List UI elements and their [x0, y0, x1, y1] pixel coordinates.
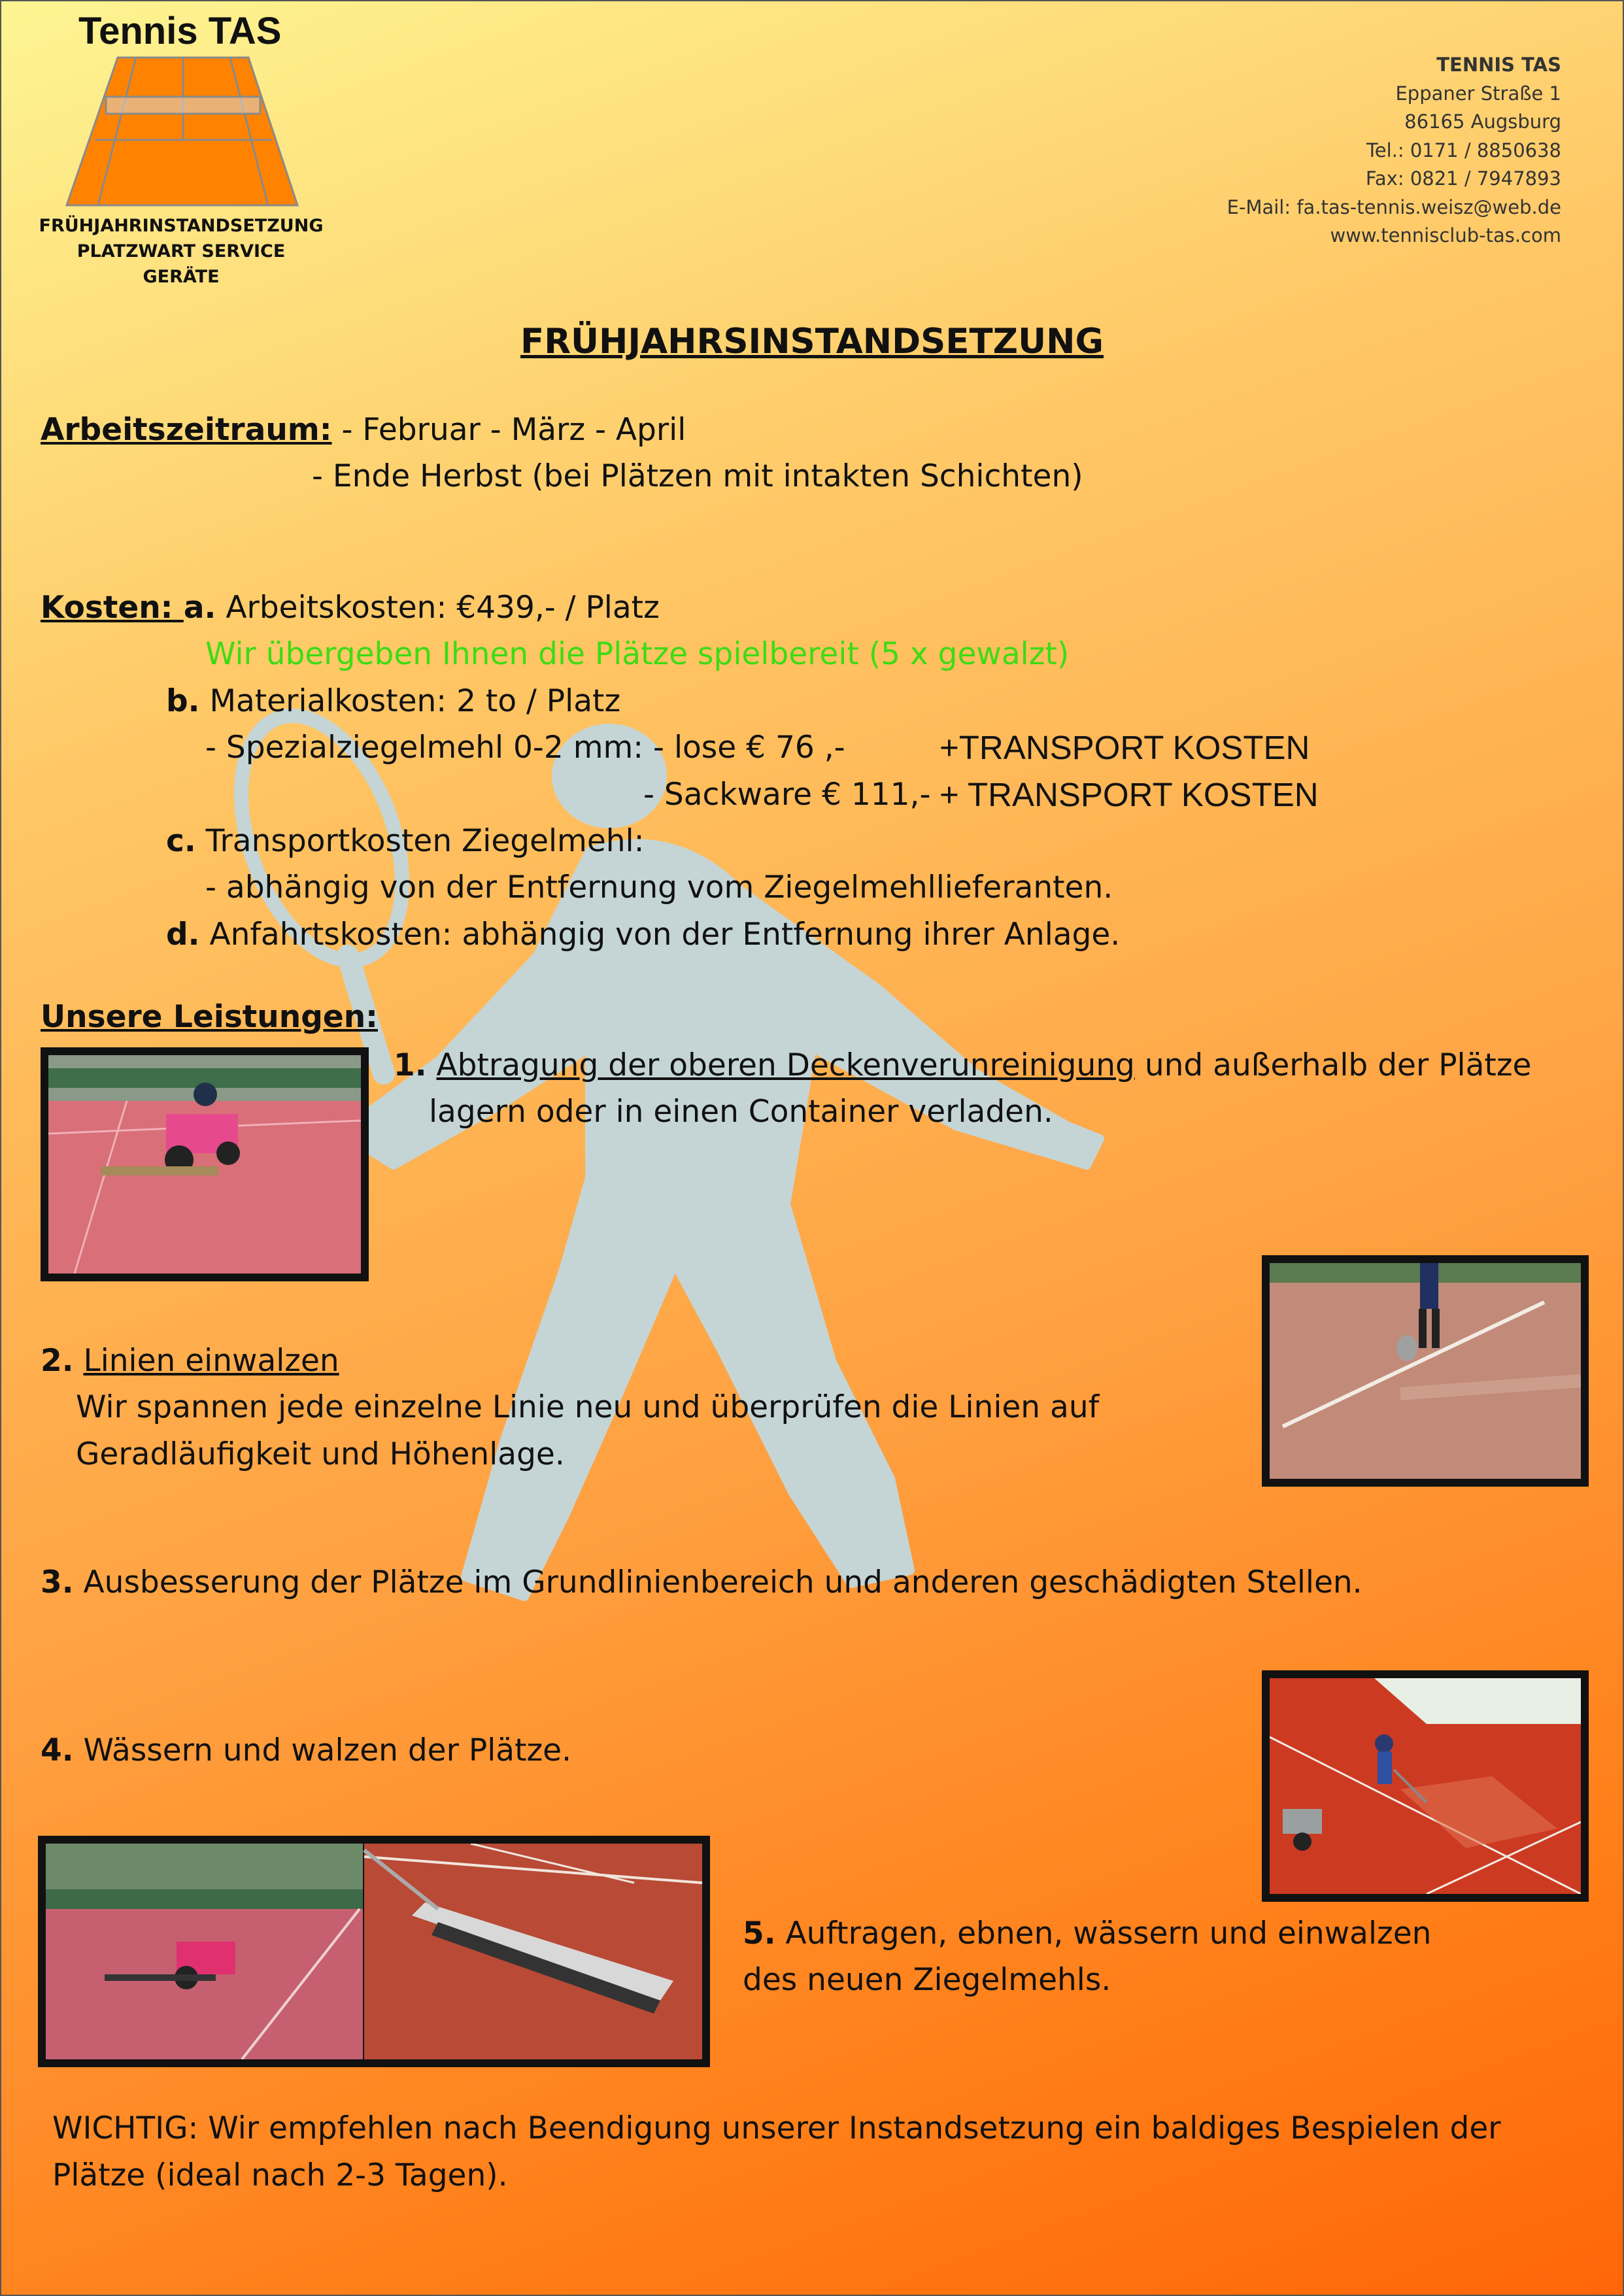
service-2-title: Linien einwalzen: [83, 1343, 339, 1379]
photo-ziegelmehl-pair: [38, 1836, 710, 2067]
kosten-c-text: Transportkosten Ziegelmehl:: [195, 823, 645, 859]
kosten-row-d: [166, 911, 1120, 958]
arbeitszeitraum-label: Arbeitszeitraum:: [41, 412, 332, 448]
service-4-text: Wässern und walzen der Plätze.: [73, 1732, 572, 1768]
service-4-number: 4.: [41, 1732, 74, 1768]
service-5-line-2: des neuen Ziegelmehls.: [743, 1962, 1111, 1998]
service-1-number: 1.: [394, 1047, 427, 1083]
logo-title: Tennis TAS: [78, 10, 282, 52]
kosten-row-a: [41, 584, 660, 632]
address-block: [1227, 51, 1561, 250]
kosten-label: Kosten:: [41, 590, 184, 626]
kosten-c-line: - abhängig von der Entfernung vom Ziegelmehllieferanten.: [205, 869, 1113, 905]
arbeitszeitraum-line-2: - Ende Herbst (bei Plätzen mit intakten Schichten): [312, 458, 1083, 494]
photo-court-raking: [1262, 1670, 1589, 1902]
street: Eppaner Straße 1: [1395, 82, 1561, 105]
kosten-row-b: [166, 678, 620, 725]
service-4-row: [41, 1727, 571, 1774]
company-name: TENNIS TAS: [1436, 54, 1561, 76]
logo-line-1: FRÜHJAHRINSTANDSETZUNG: [39, 216, 324, 236]
service-3-row: [41, 1559, 1362, 1606]
email[interactable]: E-Mail: fa.tas-tennis.weisz@web.de: [1226, 195, 1561, 218]
arbeitszeitraum-line-1: - Februar - März - April: [331, 412, 686, 448]
fax: Fax: 0821 / 7947893: [1365, 167, 1561, 190]
leistungen-label: Unsere Leistungen:: [41, 999, 378, 1035]
photo-line-rolling: [1262, 1255, 1589, 1487]
photo-court-tractor: [41, 1047, 369, 1281]
arbeitszeitraum-row: [41, 407, 686, 454]
service-1-row: [394, 1042, 1531, 1089]
service-2-line-1: Wir spannen jede einzelne Linie neu und überprüfen die Linien auf: [76, 1389, 1100, 1425]
phone: Tel.: 0171 / 8850638: [1366, 139, 1561, 161]
kosten-b-transport-2: + TRANSPORT KOSTEN: [939, 776, 1319, 813]
service-2-row: [41, 1338, 339, 1385]
kosten-row-c: [166, 818, 644, 865]
logo-subtitle: [34, 213, 328, 290]
kosten-d-text: Anfahrtskosten: abhängig von der Entfernung ihrer Anlage.: [199, 917, 1121, 953]
logo-line-2: PLATZWART SERVICE: [76, 241, 286, 262]
line-rolling-image: [1270, 1263, 1581, 1479]
city: 86165 Augsburg: [1404, 110, 1561, 133]
logo-line-3: GERÄTE: [143, 267, 220, 287]
kosten-b-letter: b.: [166, 683, 200, 719]
kosten-b-transport-1: +TRANSPORT KOSTEN: [939, 729, 1310, 766]
wichtig-line-1: WICHTIG: Wir empfehlen nach Beendigung unserer Instandsetzung ein baldiges Bespielen der: [52, 2110, 1501, 2146]
court-tractor-image: [48, 1055, 361, 1274]
ziegelmehl-pair-image: [46, 1844, 702, 2059]
service-5-line-1: Auftragen, ebnen, wässern und einwalzen: [775, 1916, 1432, 1951]
service-5-number: 5.: [743, 1916, 776, 1951]
page-title: FRÜHJAHRSINSTANDSETZUNG: [520, 322, 1104, 362]
kosten-a-text: Arbeitskosten: €439,- / Platz: [216, 590, 660, 626]
kosten-b-line-1: - Spezialziegelmehl 0-2 mm: - lose € 76 ,-: [205, 730, 845, 766]
service-1-rest: und außerhalb der Plätze: [1134, 1047, 1532, 1083]
kosten-d-letter: d.: [166, 917, 200, 953]
kosten-b-line-2: - Sackware € 111,-: [643, 777, 931, 813]
tennis-court-logo-icon: [59, 54, 307, 211]
kosten-a-letter: a.: [183, 590, 216, 626]
service-2-number: 2.: [41, 1343, 74, 1379]
service-3-text: Ausbesserung der Plätze im Grundlinienbereich und anderen geschädigten Stellen.: [73, 1564, 1362, 1600]
service-1-underlined: Abtragung der oberen Deckenverunreinigung: [436, 1047, 1135, 1083]
service-1-line-2: lagern oder in einen Container verladen.: [429, 1094, 1053, 1130]
service-2-line-2: Geradläufigkeit und Höhenlage.: [76, 1436, 565, 1472]
website[interactable]: www.tennisclub-tas.com: [1330, 224, 1561, 246]
kosten-b-text: Materialkosten: 2 to / Platz: [199, 683, 621, 719]
wichtig-line-2: Plätze (ideal nach 2-3 Tagen).: [52, 2157, 508, 2193]
kosten-c-letter: c.: [166, 823, 196, 859]
kosten-a-note: Wir übergeben Ihnen die Plätze spielbereit (5 x gewalzt): [205, 636, 1070, 672]
service-5-row: [743, 1910, 1431, 1957]
service-3-number: 3.: [41, 1564, 74, 1600]
court-raking-image: [1270, 1678, 1581, 1894]
